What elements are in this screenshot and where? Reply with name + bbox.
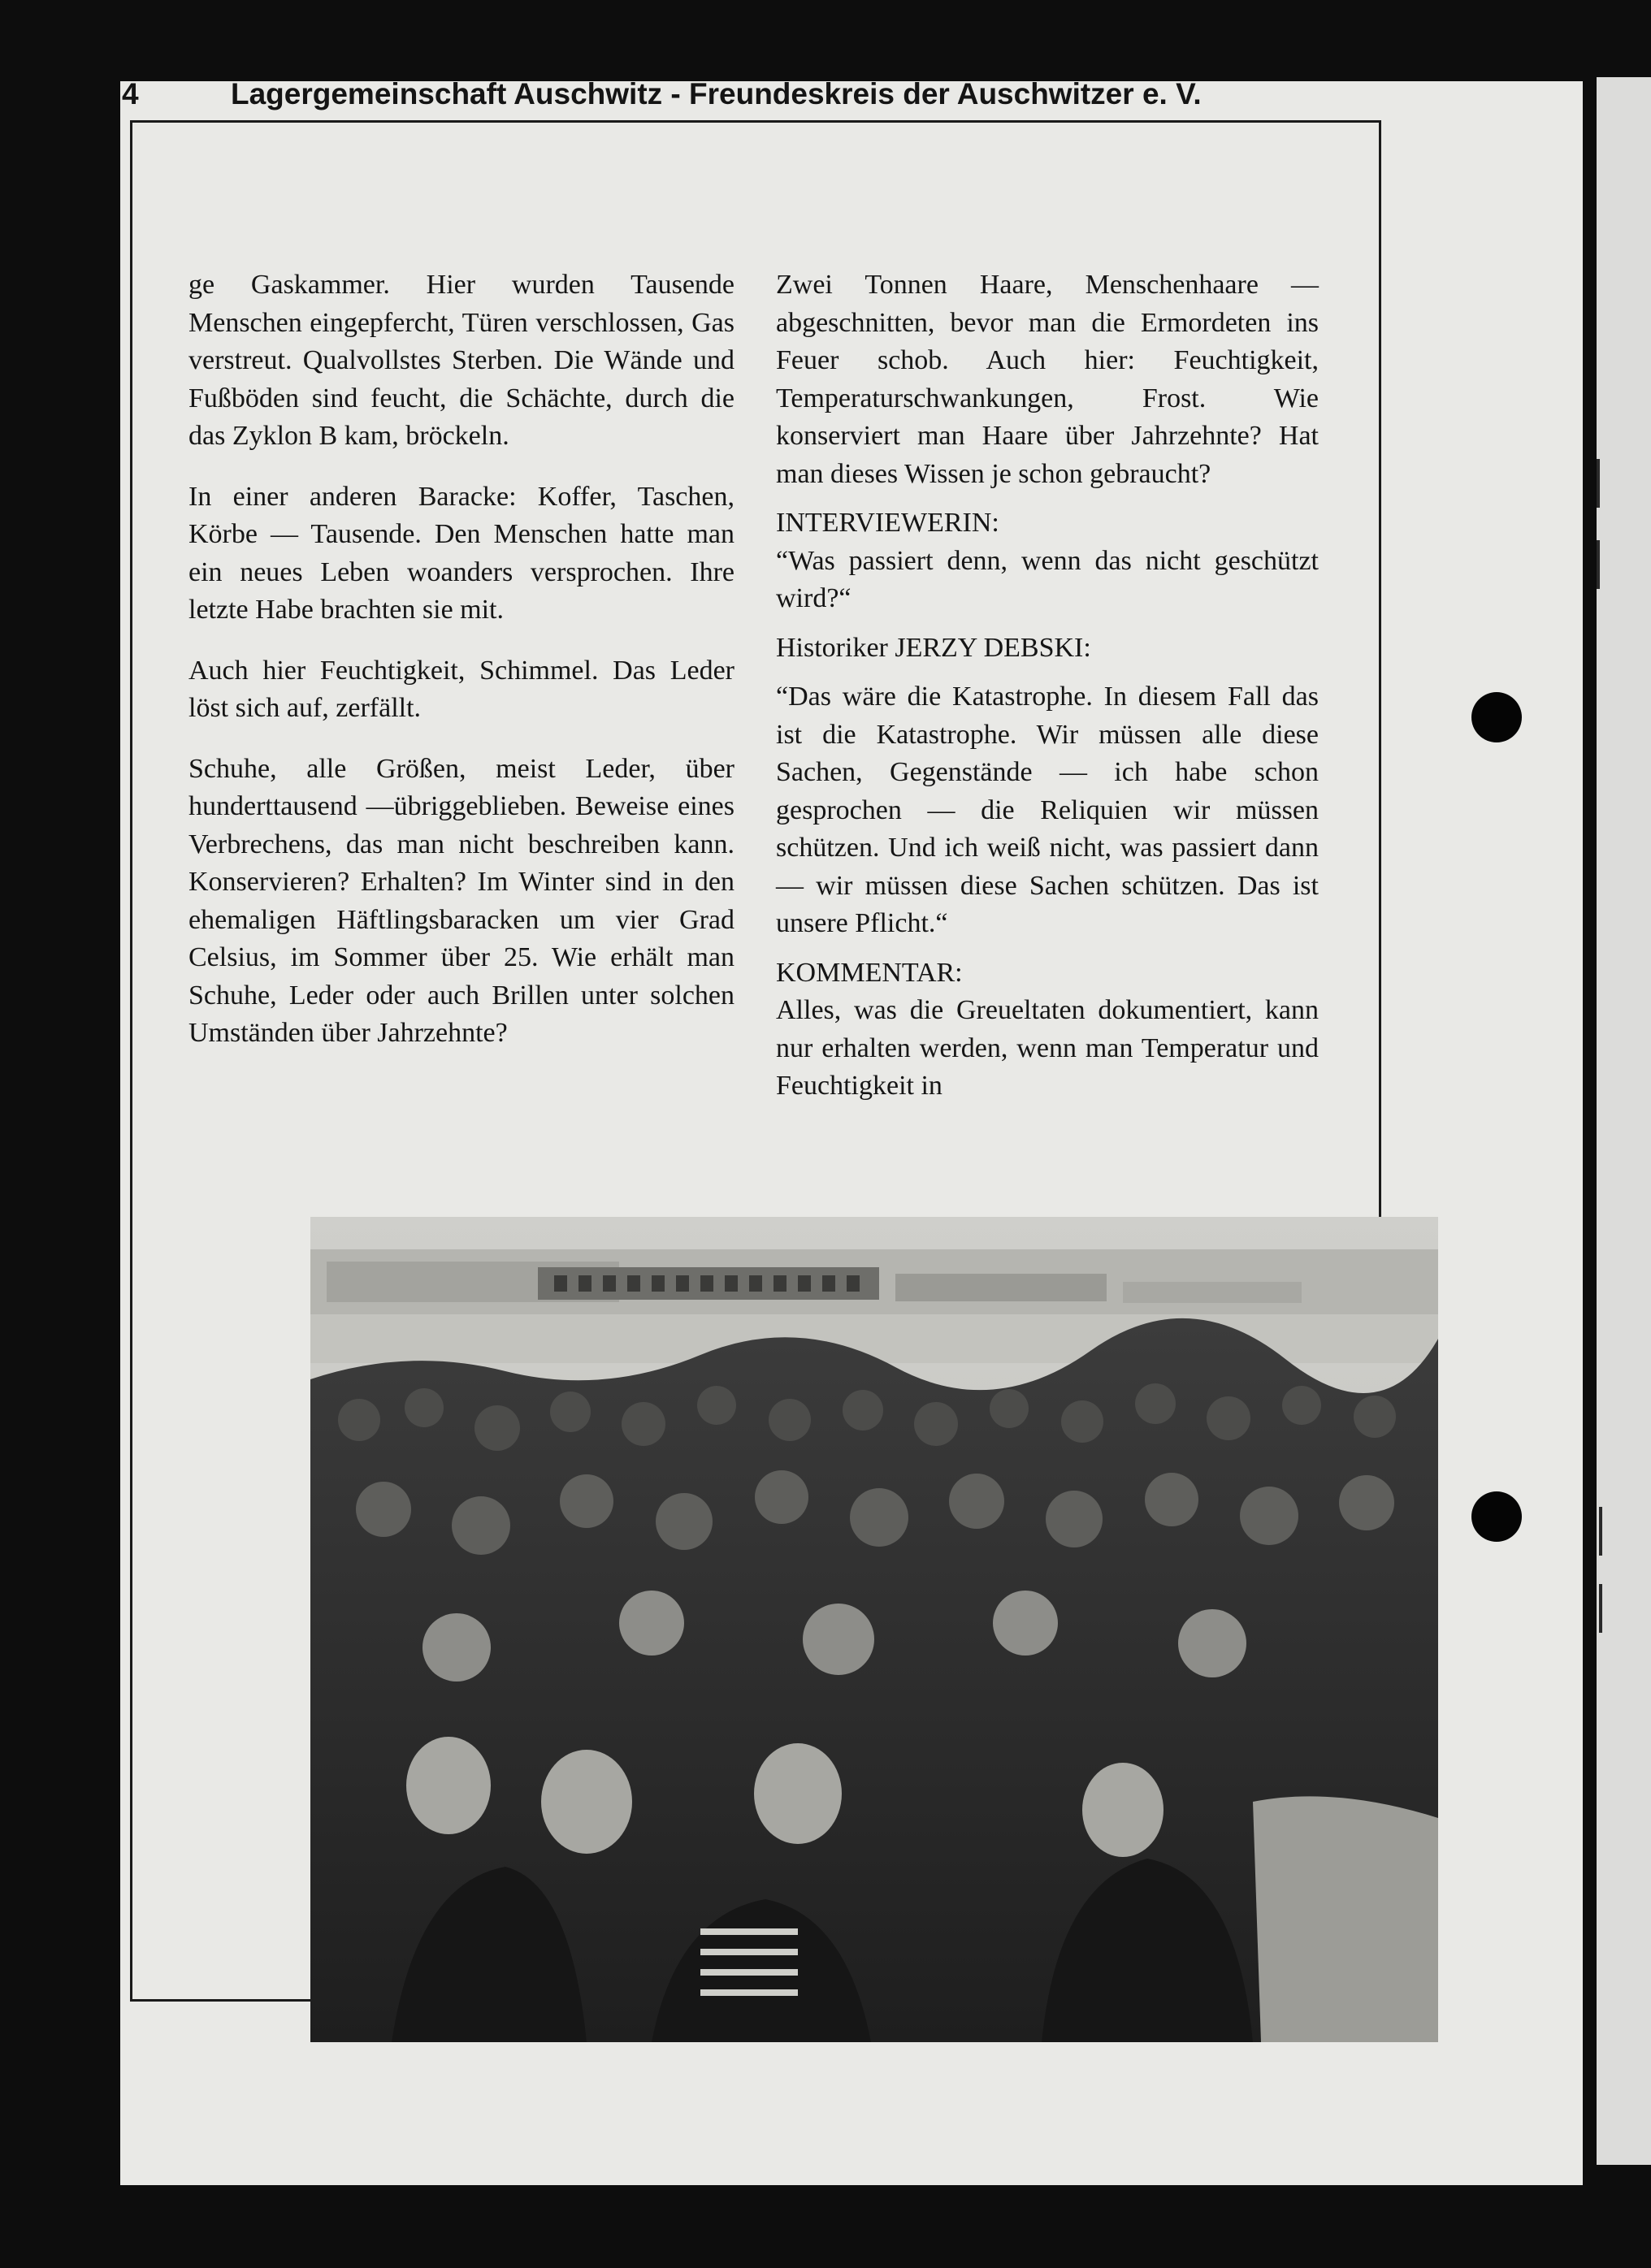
page-number: 4 [122, 77, 139, 110]
paragraph: ge Gaskammer. Hier wurden Tausende Menschen eingepfercht, Türen verschlossen, Gas verstreut. Qualvollstes Sterben. Die Wände und Fußböden sind feucht, die Schächte, durch die das Zyklon B kam, bröckeln. [188, 270, 734, 451]
speaker-label: KOMMENTAR: [776, 957, 963, 988]
next-page-edge [1597, 77, 1651, 2165]
paragraph: Auch hier Feuchtigkeit, Schimmel. Das Leder löst sich auf, zerfällt. [188, 655, 734, 723]
paragraph: Zwei Tonnen Haare, Menschenhaare — abgeschnitten, bevor man die Ermordeten ins Feuer schob. Auch hier: Feuchtigkeit, Temperaturschwankungen, Frost. Wie konserviert man Haare über Jahrzehnte? Hat man dieses Wissen je schon gebraucht? [776, 270, 1319, 489]
quote: “Das wäre die Katastrophe. In diesem Fall das ist die Katastrophe. Wir müssen alle diese Sachen, Gegenstände — ich habe schon gesprochen — die Reliquien wir müssen schützen. Und ich weiß nicht, was passiert dann — wir müssen diese Sachen schützen. Das ist unsere Pflicht.“ [776, 682, 1319, 938]
page-edge-mark [1597, 459, 1600, 508]
crowd-photo-image [310, 1217, 1438, 2042]
punch-hole [1471, 692, 1522, 742]
right-column [776, 266, 1319, 1106]
paragraph: In einer anderen Baracke: Koffer, Taschen, Körbe — Tausende. Den Menschen hatte man ein neues Leben woanders versprochen. Ihre letzte Habe brachten sie mit. [188, 481, 734, 625]
paragraph: Schuhe, alle Größen, meist Leder, über hunderttausend —übriggeblieben. Beweise eines Verbrechens, das man nicht beschreiben kann. Konservieren? Erhalten? Im Winter sind in den ehemaligen Häftlingsbaracken um vier Grad Celsius, im Sommer über 25. Wie erhält man Schuhe, Leder oder auch Brillen unter solchen Umständen über Jahrzehnte? [188, 753, 734, 1048]
page-edge-mark [1597, 540, 1600, 589]
quote: “Was passiert denn, wenn das nicht geschützt wird?“ [776, 545, 1319, 613]
speaker-label: Historiker JERZY DEBSKI: [776, 632, 1091, 663]
page-edge-mark [1599, 1584, 1602, 1633]
page-edge-mark [1599, 1507, 1602, 1556]
paragraph: Alles, was die Greueltaten dokumentiert, kann nur erhalten werden, wenn man Temperatur und Feuchtigkeit in [776, 995, 1319, 1101]
speaker-label: INTERVIEWERIN: [776, 508, 999, 538]
left-column [188, 266, 734, 1053]
header-title: Lagergemeinschaft Auschwitz - Freundeskreis der Auschwitzer e. V. [231, 77, 1202, 110]
crowd-photo [310, 1217, 1438, 2042]
punch-hole [1471, 1491, 1522, 1542]
